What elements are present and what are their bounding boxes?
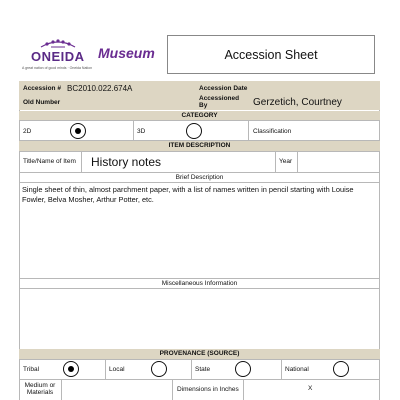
dimensions-label: Dimensions in Inches	[177, 386, 239, 393]
provenance-national-radio[interactable]	[333, 361, 349, 377]
provenance-heading: PROVENANCE (SOURCE)	[159, 350, 240, 357]
logo-tagline: A great nation of good minds · Oneida Nation	[22, 66, 93, 70]
dimensions-separator: X	[308, 385, 313, 392]
classification-label: Classification	[253, 128, 292, 135]
brief-description-label: Brief Description	[175, 174, 224, 181]
accession-sheet	[19, 32, 380, 400]
provenance-national-label: National	[285, 366, 309, 373]
provenance-tribal-label: Tribal	[23, 366, 40, 373]
sheet-title-box	[167, 35, 375, 74]
title-name-label: Title/Name of Item	[23, 158, 76, 165]
title-name-value: History notes	[91, 155, 162, 169]
item-description-heading: ITEM DESCRIPTION	[168, 142, 231, 149]
provenance-local-label: Local	[109, 366, 125, 373]
brief-description-text: Single sheet of thin, almost parchment paper, with a list of names written in pencil starting with Louise Fowler, Belva Mosher, Arthur Potter, etc.	[22, 185, 354, 204]
misc-information-label: Miscellaneous Information	[161, 280, 238, 287]
provenance-state-radio[interactable]	[235, 361, 251, 377]
old-number-label: Old Number	[23, 99, 61, 106]
provenance-local-radio[interactable]	[151, 361, 167, 377]
accession-date-label: Accession Date	[199, 85, 248, 92]
category-heading: CATEGORY	[181, 112, 218, 119]
accession-number-label: Accession #	[23, 85, 61, 92]
option-3d-radio[interactable]	[186, 123, 202, 139]
medium-materials-label: Medium or Materials	[24, 382, 56, 396]
oneida-logo	[19, 32, 97, 78]
museum-label: Museum	[98, 45, 155, 61]
provenance-state-label: State	[195, 366, 211, 373]
accession-number-value: BC2010.022.674A	[67, 83, 133, 93]
provenance-tribal-radio[interactable]	[63, 361, 79, 377]
year-label: Year	[279, 158, 293, 165]
option-2d-label: 2D	[23, 128, 32, 135]
logo-text: ONEIDA	[31, 49, 85, 64]
sheet-title: Accession Sheet	[224, 48, 318, 62]
accessioned-by-value: Gerzetich, Courtney	[253, 97, 342, 108]
option-3d-label: 3D	[137, 128, 146, 135]
logo-emblem-icon	[39, 37, 77, 49]
accessioned-by-label: Accessioned By	[199, 95, 240, 109]
option-2d-radio[interactable]	[70, 123, 86, 139]
